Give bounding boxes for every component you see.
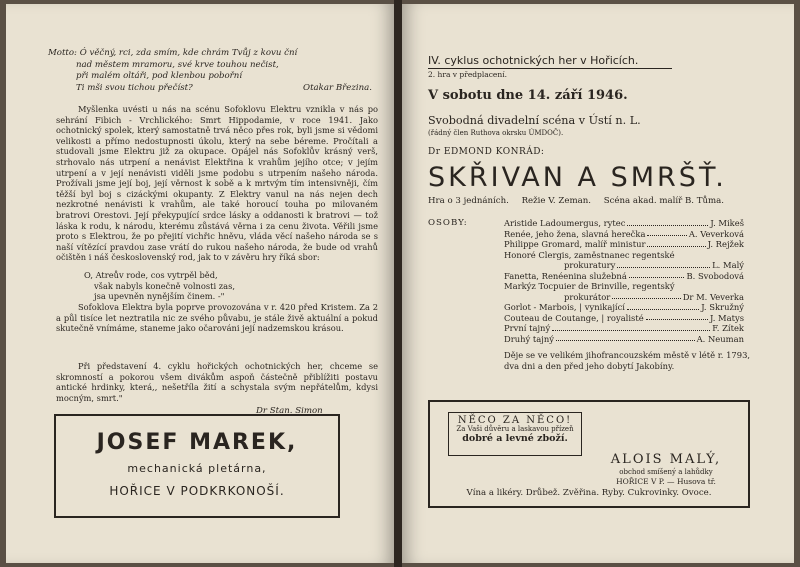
repertoire-note: 2. hra v předplacení. <box>428 70 507 79</box>
play-author: Dr EDMOND KONRÁD: <box>428 147 545 157</box>
ad-shop-goods: Vína a likéry. Drůbež. Zvěřina. Ryby. Cukrovinky. Ovoce. <box>466 488 712 498</box>
verse-line: O, Atreův rode, cos vytrpěl běd, <box>84 270 218 280</box>
verse <box>84 270 324 302</box>
motto-line: Ó věčný, rci, zda smím, kde chrám Tvůj z kovu ční <box>79 48 298 58</box>
left-page <box>6 4 394 563</box>
cast-label: OSOBY: <box>428 218 468 228</box>
ad-slogan-text: Za Vaši důvěru a laskavou přízeň <box>456 425 574 433</box>
ad-slogan-bold: dobré a levné zboží. <box>462 433 568 444</box>
ad-company-city: HOŘICE V PODKRKONOŠÍ. <box>109 484 285 498</box>
play-setting: Děje se ve velikém jihofrancouzském městě v létě r. 1793, dva dni a den před jeho dobytí Jakobíny. <box>504 350 751 371</box>
cycle-heading: IV. cyklus ochotnických her v Hořicích. <box>428 54 639 67</box>
cast-row: Markýz Tocpuier de Brinville, regentský <box>504 281 675 291</box>
cast-row: Honoré Clergis, zaměstnanec regentské <box>504 249 675 260</box>
signature: Dr Stan. Simon <box>256 406 323 416</box>
motto-label: Motto: <box>48 48 77 58</box>
cast-row: Aristide Ladoumergus, rytec J. Mikeš <box>504 218 744 228</box>
paragraph-intro: Myšlenka uvésti u nás na scénu Sofoklovu Elektru vznikla v nás po sehrání Fibich - Vrchlického: Smrt Hippodamie, v roce 1941. Jako ochotnický spolek, který samostatně trvá něco přes rok, byli jsme si vědomi velikosti a přímo nedostupnosti úkolu, který na sebe béreme. Pročítali a studovali jsme Elektru již za okupace. Opájel nás Sofoklův krásný verš, strhovalo nás utrpení a nenávist Elektřina k vrahům jejího otce; v jejím utrpení a v její nenávisti viděli jsme podobu s utrpením našeho národa. Prožívali jsme její boj, její věrnost k sobě a k mrtvým tím intensivněji, čím těžší byl boj s cizáckými okupanty. Z Elektry vanul na nás nejen dech nezkrotné nenávisti k vrahům, ale také horoucí touha po milovaném bratrovi Orestovi. Její překypující srdce lásky a oddanosti k bratrovi — tož láska k rodu, k národu, kterému zůstává věrna i za cenu života. Věřili jsme proto s Elektrou, že po přejití vichřic hněvu, vláda věcí našeho národa se s naší vítězící pravdou zase vrátí do rukou našeho národa, že bude od vrahů očištěn i náš československý rod, jak to v závěru hry říká sbor: <box>56 104 378 263</box>
verse-line: jsa upevněn nynějším činem. -" <box>94 291 225 302</box>
play-set-designer: Scéna akad. malíř B. Tůma. <box>603 196 724 206</box>
play-meta <box>428 196 768 206</box>
heading-rule <box>428 68 672 69</box>
cast-row: První tajný F. Zítek <box>504 323 744 333</box>
cast-row: Fanetta, Renéenina služebná B. Svobodová <box>504 270 744 281</box>
ad-shop-address: HOŘICE V P. — Husova tř. <box>616 477 716 486</box>
membership-note: (řádný člen Ruthova okrsku ÚMDOČ). <box>428 129 564 137</box>
cast-row: prokurátor Dr M. Veverka <box>564 291 744 302</box>
ad-shop-type: obchod smíšený a lahůdky <box>619 468 713 476</box>
performance-date: V sobotu dne 14. září 1946. <box>428 88 628 103</box>
cast-row: prokuratury L. Malý <box>564 260 744 270</box>
ad-shop-name: ALOIS MALÝ, <box>610 452 722 467</box>
book-gutter <box>394 0 402 567</box>
play-acts: Hra o 3 jednáních. <box>428 196 509 206</box>
cast-row: Philippe Gromard, malíř ministur J. Rejžek <box>504 239 744 249</box>
ad-company-name: JOSEF MAREK, <box>96 430 298 455</box>
right-page <box>402 4 794 563</box>
cast-row: Renée, jeho žena, slavná herečka A. Veverková <box>504 228 744 239</box>
verse-line: však nabyls konečně volnosti zas, <box>94 280 235 291</box>
motto <box>48 48 378 94</box>
cast-row: Druhý tajný A. Neuman <box>504 333 744 344</box>
ad-slogan-box <box>448 412 582 456</box>
motto-author: Otakar Březina. <box>303 82 372 93</box>
theatre-company: Svobodná divadelní scéna v Ústí n. L. <box>428 114 641 127</box>
ad-slogan-heading: NĚCO ZA NĚCO! <box>457 415 573 426</box>
play-director: Režie V. Zeman. <box>521 196 591 206</box>
motto-line: nad městem mramoru, své krve touhou nečist, <box>76 59 279 70</box>
paragraph-dedication: Při představení 4. cyklu hořických ochotnických her, chceme se skromností a pokorou všem divákům aspoň částečně přiblížiti postavu antické hrdinky, která,, nešetříla žití a schystala svým nepřátelům, kdysi mocným, smrt." <box>56 361 378 403</box>
advertisement-josef-marek <box>54 414 340 518</box>
advertisement-alois-maly <box>428 400 750 508</box>
cast-list <box>504 218 744 344</box>
motto-line: Ti mši svou tichou přečíst? <box>76 82 193 93</box>
cast-row: Couteau de Coutange, | royalisté J. Matys <box>504 312 744 323</box>
play-title: SKŘIVAN A SMRŠŤ. <box>428 162 727 193</box>
cast-row: Gorlot - Marbois, | vynikající J. Skružný <box>504 302 744 312</box>
motto-line: při malém oltáři, pod klenbou pobořní <box>76 71 243 81</box>
ad-company-type: mechanická pletárna, <box>127 462 267 475</box>
paragraph-history: Sofoklova Elektra byla poprve provozována v r. 420 před Kristem. Za 2 a půl tisíce let neztratila nic ze svého půvabu, je stále živě aktuální a pokud skutečně vnímáme, staneme jako očarováni její nadzemskou krásou. <box>56 302 378 334</box>
